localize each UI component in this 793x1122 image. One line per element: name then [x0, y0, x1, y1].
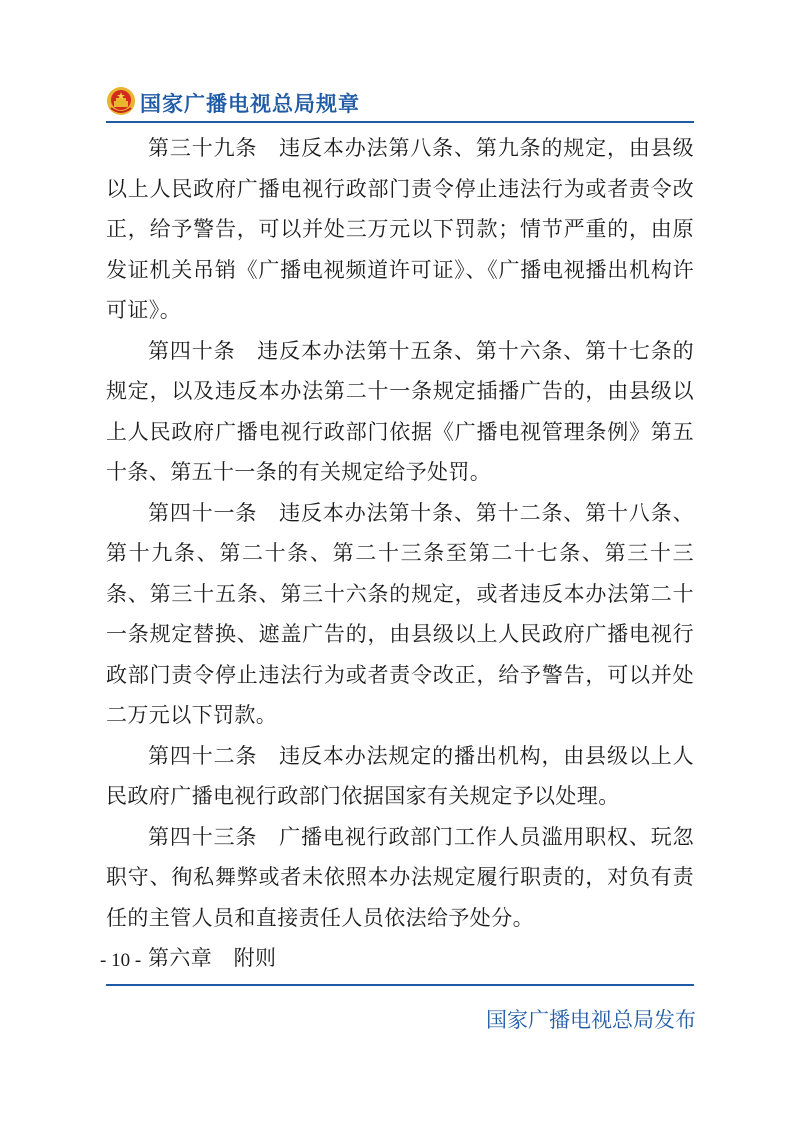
article-43-paragraph: 第四十三条 广播电视行政部门工作人员滥用职权、玩忽职守、徇私舞弊或者未依照本办法规定履行职责的，对负有责任的主管人员和直接责任人员依法给予处分。 [106, 824, 694, 930]
article-41-paragraph: 第四十一条 违反本办法第十条、第十二条、第十八条、第十九条、第二十条、第二十三条至第二十七条、第三十三条、第三十五条、第三十六条的规定，或者违反本办法第二十一条规定替换、遮盖广告的，由县级以上人民政府广播电视行政部门责令停止违法行为或者责令改正，给予警告，可以并处二万元以下罚款。 [106, 500, 694, 727]
footer-publisher: 国家广播电视总局发布 [486, 1008, 696, 1032]
header-divider [106, 121, 694, 123]
page-header [106, 86, 694, 120]
article-39-paragraph: 第三十九条 违反本办法第八条、第九条的规定，由县级以上人民政府广播电视行政部门责令停止违法行为或者责令改正，给予警告，可以并处三万元以下罚款；情节严重的，由原发证机关吊销《广播电视频道许可证》、《广播电视播出机构许可证》。 [106, 136, 694, 322]
header-title: 国家广播电视总局规章 [140, 92, 360, 116]
footer-divider [106, 984, 694, 986]
document-body [106, 128, 694, 979]
article-42-paragraph: 第四十二条 违反本办法规定的播出机构，由县级以上人民政府广播电视行政部门依据国家有关规定予以处理。 [106, 743, 694, 808]
chapter-6-heading: 第六章 附则 [148, 946, 277, 970]
article-40-paragraph: 第四十条 违反本办法第十五条、第十六条、第十七条的规定，以及违反本办法第二十一条规定插播广告的，由县级以上人民政府广播电视行政部门依据《广播电视管理条例》第五十条、第五十一条的有关规定给予处罚。 [106, 338, 694, 484]
page-number: - 10 - [100, 950, 142, 971]
national-emblem-icon [106, 86, 136, 116]
